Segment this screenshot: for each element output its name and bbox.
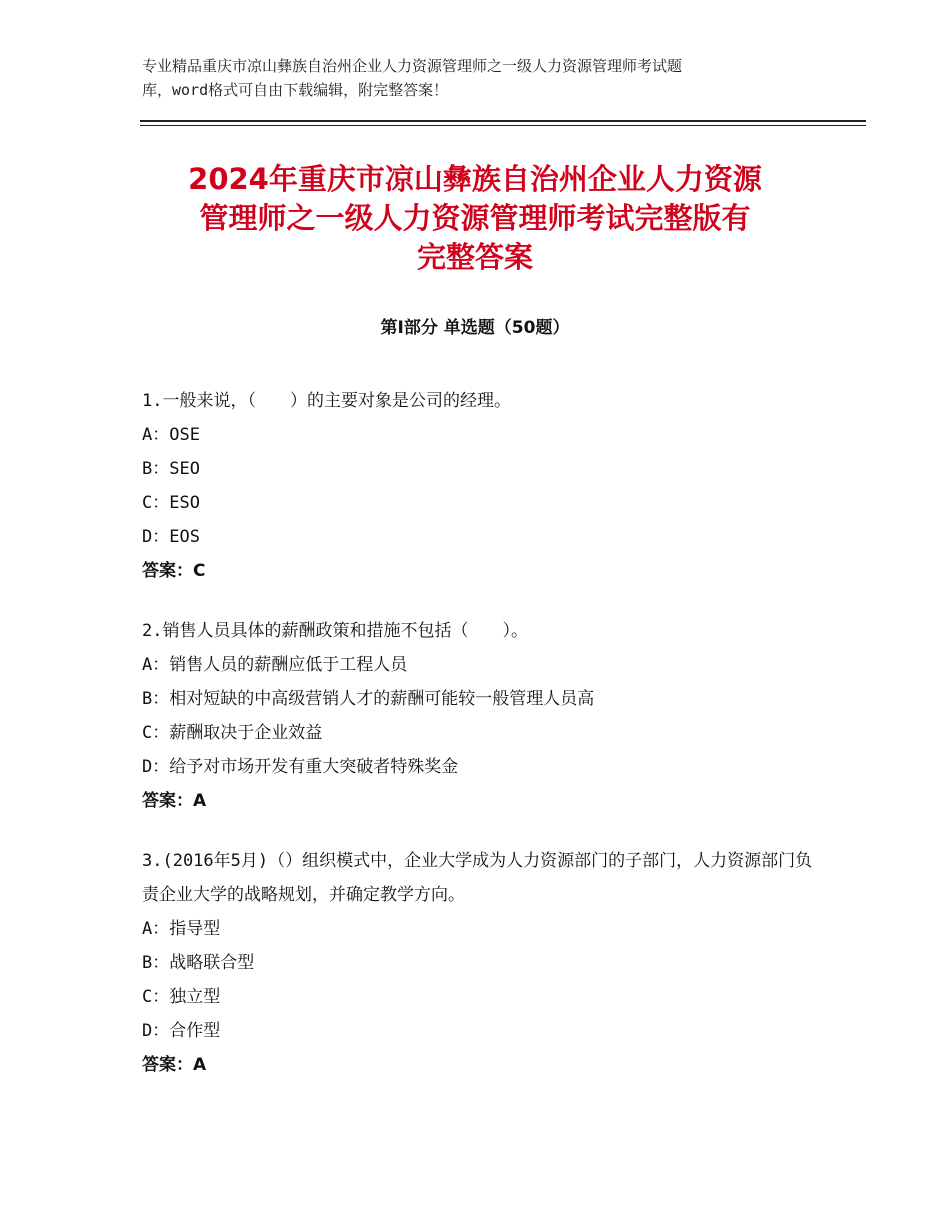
option-b: B：相对短缺的中高级营销人才的薪酬可能较一般管理人员高 — [142, 689, 595, 709]
section-title: 第Ⅰ部分 单选题（50题） — [380, 318, 570, 338]
header-divider-thick — [140, 120, 866, 122]
answer: 答案：A — [142, 1055, 207, 1075]
answer: 答案：A — [142, 791, 207, 811]
option-d: D：给予对市场开发有重大突破者特殊奖金 — [142, 757, 459, 777]
option-a: A：指导型 — [142, 919, 221, 939]
question-text: 2.销售人员具体的薪酬政策和措施不包括（ ）。 — [142, 621, 528, 641]
document-title-line-2: 管理师之一级人力资源管理师考试完整版有 — [199, 201, 751, 235]
option-c: C：独立型 — [142, 987, 221, 1007]
document-title — [130, 160, 820, 277]
document-title-line-3: 完整答案 — [416, 240, 533, 274]
header-note-line-2: 库，word格式可自由下载编辑，附完整答案！ — [142, 81, 449, 99]
option-b: B：战略联合型 — [142, 953, 255, 973]
option-c: C：ESO — [142, 493, 200, 513]
question-text: 1.一般来说，（ ）的主要对象是公司的经理。 — [142, 391, 511, 411]
option-d: D：EOS — [142, 527, 200, 547]
answer: 答案：C — [142, 561, 206, 581]
question-2 — [142, 614, 822, 818]
question-text: 3.(2016年5月)（）组织模式中，企业大学成为人力资源部门的子部门，人力资源部门负责企业大学的战略规划，并确定教学方向。 — [142, 851, 813, 905]
question-list — [142, 384, 822, 1108]
question-1 — [142, 384, 822, 588]
header-note-line-1: 专业精品重庆市凉山彝族自治州企业人力资源管理师之一级人力资源管理师考试题 — [142, 57, 683, 75]
header-note — [142, 54, 832, 102]
option-b: B：SEO — [142, 459, 200, 479]
header-divider-thin — [140, 125, 866, 126]
option-c: C：薪酬取决于企业效益 — [142, 723, 323, 743]
question-3 — [142, 844, 822, 1082]
document-title-line-1: 2024年重庆市凉山彝族自治州企业人力资源 — [188, 162, 762, 196]
option-a: A：销售人员的薪酬应低于工程人员 — [142, 655, 408, 675]
option-a: A：OSE — [142, 425, 200, 445]
option-d: D：合作型 — [142, 1021, 221, 1041]
